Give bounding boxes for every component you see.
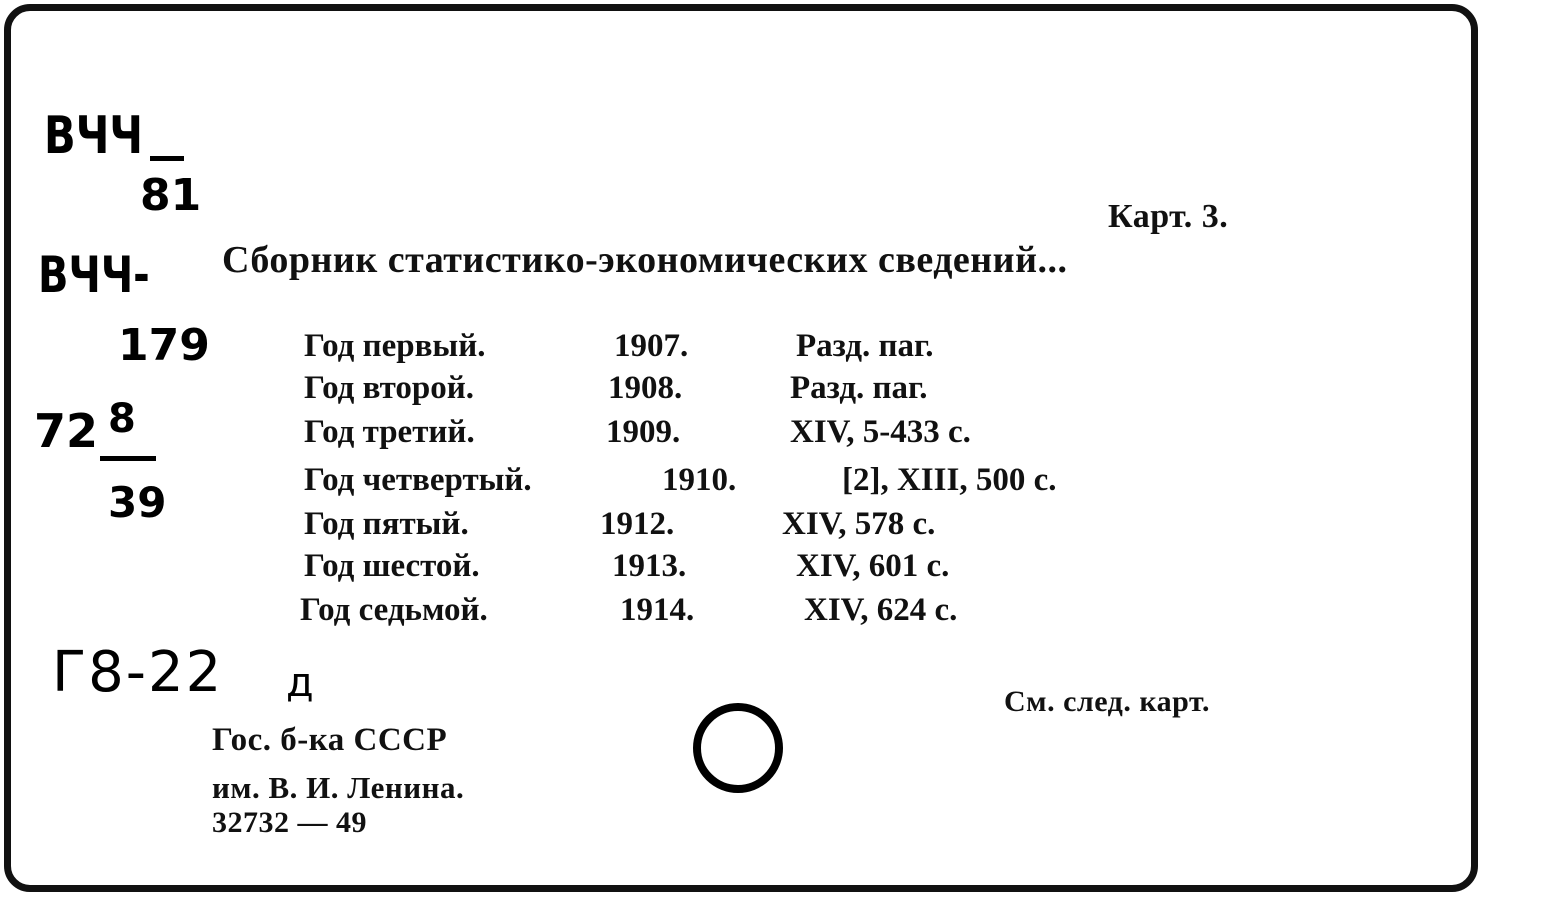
volume-pagination: XIV, 624 с. <box>804 592 958 628</box>
library-name-line2: им. В. И. Ленина. <box>212 770 465 805</box>
handwritten-shelfmark-1: ВЧЧ <box>44 106 143 166</box>
volume-pagination: Разд. паг. <box>790 370 928 406</box>
volume-pagination: XIV, 601 с. <box>796 548 950 584</box>
volume-year: 1913. <box>612 548 687 584</box>
volume-row <box>0 592 1400 632</box>
handwritten-fraction-bar <box>100 456 156 461</box>
volume-pagination: [2], XIII, 500 с. <box>842 462 1057 498</box>
handwritten-shelfmark-3-whole: 72 <box>34 404 99 458</box>
volume-row <box>0 328 1400 368</box>
volume-row <box>0 370 1400 410</box>
card-number: Карт. 3. <box>1108 198 1229 235</box>
volume-year-label: Год шестой. <box>304 548 480 584</box>
volume-row <box>0 414 1400 454</box>
volume-year: 1912. <box>600 506 675 542</box>
volume-year: 1909. <box>606 414 681 450</box>
handwritten-shelfmark-1-number: 81 <box>140 170 202 221</box>
handwritten-shelfmark-3-denominator: 39 <box>108 478 167 527</box>
handwritten-shelfmark-2: ВЧЧ- <box>38 246 150 304</box>
library-name: Гос. б-ка СССР <box>212 722 448 758</box>
volume-row <box>0 548 1400 588</box>
title: Сборник статистико-экономических сведений... <box>222 239 1068 281</box>
volume-year-label: Год третий. <box>304 414 475 450</box>
volume-year-label: Год второй. <box>304 370 474 406</box>
volume-year-label: Год первый. <box>304 328 486 364</box>
volume-year-label: Год седьмой. <box>300 592 488 628</box>
volume-row <box>0 506 1400 546</box>
see-next-card: См. след. карт. <box>1004 685 1210 718</box>
volume-year: 1907. <box>614 328 689 364</box>
volume-pagination: XIV, 578 с. <box>782 506 936 542</box>
volume-year: 1910. <box>662 462 737 498</box>
volume-year-label: Год пятый. <box>304 506 469 542</box>
handwritten-shelfmark-4-suffix: д <box>286 660 314 706</box>
volume-pagination: XIV, 5-433 с. <box>790 414 971 450</box>
volume-year: 1908. <box>608 370 683 406</box>
volume-pagination: Разд. паг. <box>796 328 934 364</box>
handwritten-underline <box>150 156 184 161</box>
volume-year: 1914. <box>620 592 695 628</box>
punch-hole <box>690 700 786 796</box>
card-print-number: 32732 — 49 <box>212 806 367 839</box>
volume-year-label: Год четвертый. <box>304 462 532 498</box>
handwritten-shelfmark-3-numerator: 8 <box>108 396 136 442</box>
handwritten-shelfmark-4: Г8-22 <box>52 640 224 705</box>
handwritten-shelfmark-2-number: 179 <box>118 320 210 371</box>
volume-row <box>0 462 1400 502</box>
